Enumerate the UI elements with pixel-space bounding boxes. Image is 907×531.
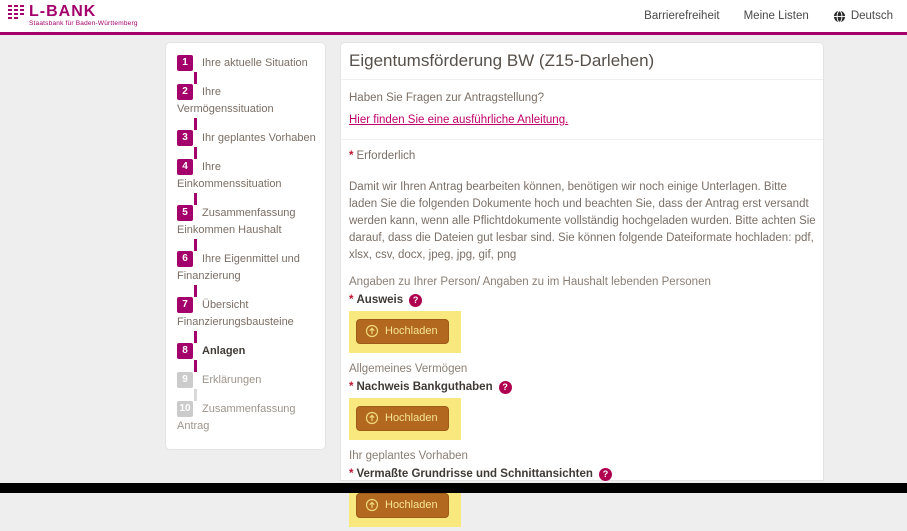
step-5-zusammenfassung-einkommen[interactable] [177, 205, 317, 239]
lbank-flag-icon [8, 4, 25, 19]
field-ausweis [349, 292, 815, 309]
group-label-person: Angaben zu Ihrer Person/ Angaben zu im Haushalt lebenden Personen [349, 276, 711, 288]
brand-name: L-BANK [29, 3, 97, 20]
step-connector [194, 331, 197, 343]
step-connector [194, 147, 197, 159]
step-number: 2 [177, 84, 193, 100]
step-number: 8 [177, 343, 193, 359]
brand-subtitle: Staatsbank für Baden-Württemberg [29, 20, 138, 27]
upload-icon [365, 411, 379, 425]
step-label: Anlagen [202, 345, 246, 357]
required-asterisk: * [349, 294, 354, 306]
required-asterisk: * [349, 150, 354, 162]
step-connector [194, 239, 197, 251]
step-9-erklaerungen[interactable] [177, 372, 317, 389]
field-grundrisse [349, 466, 815, 483]
upload-button-label: Hochladen [385, 325, 438, 337]
step-2-ihre-vermoegenssituation[interactable] [177, 84, 317, 118]
step-3-ihr-geplantes-vorhaben[interactable] [177, 130, 317, 147]
top-header [0, 0, 907, 35]
question-block [341, 80, 823, 140]
globe-icon [833, 10, 846, 23]
upload-button-label: Hochladen [385, 412, 438, 424]
step-label: Erklärungen [202, 374, 262, 386]
upload-bankguthaben-button[interactable] [356, 406, 449, 431]
step-connector [194, 389, 197, 401]
step-label: Zusammenfassung Antrag [177, 403, 296, 432]
step-number: 3 [177, 130, 193, 146]
step-label: Ihre Einkommenssituation [177, 161, 282, 190]
required-asterisk: * [349, 468, 354, 480]
step-8-anlagen[interactable] [177, 343, 317, 360]
step-connector [194, 360, 197, 372]
field-label: Vermaßte Grundrisse und Schnittansichten [356, 468, 593, 480]
upload-section [341, 140, 823, 531]
required-asterisk: * [349, 381, 354, 393]
step-connector [194, 118, 197, 130]
step-label: Ihre aktuelle Situation [202, 57, 308, 69]
nav-barrierefreiheit[interactable]: Barrierefreiheit [644, 10, 720, 22]
question-text: Haben Sie Fragen zur Antragstellung? [349, 92, 544, 104]
step-connector [194, 72, 197, 84]
help-icon[interactable]: ? [409, 294, 422, 307]
step-label: Übersicht Finanzierungsbausteine [177, 299, 294, 328]
header-nav [644, 10, 907, 23]
step-label: Zusammenfassung Einkommen Haushalt [177, 207, 296, 236]
step-number: 7 [177, 297, 193, 313]
nav-language-label: Deutsch [850, 10, 893, 22]
tutorial-highlight [349, 398, 461, 440]
step-number: 10 [177, 401, 193, 417]
page-title: Eigentumsförderung BW (Z15-Darlehen) [341, 43, 823, 80]
upload-ausweis-button[interactable] [356, 319, 449, 344]
step-6-eigenmittel-finanzierung[interactable] [177, 251, 317, 285]
bottom-black-bar [0, 483, 907, 493]
wizard-stepper [165, 42, 326, 450]
step-number: 5 [177, 205, 193, 221]
group-label-vermoegen: Allgemeines Vermögen [349, 363, 468, 375]
required-note-label: Erforderlich [356, 150, 416, 162]
step-7-uebersicht-finanzierungsbausteine[interactable] [177, 297, 317, 331]
step-number: 9 [177, 372, 193, 388]
intro-paragraph: Damit wir Ihren Antrag bearbeiten können, benötigen wir noch einige Unterlagen. Bitte laden Sie die folgenden Dokumente hoch und beachten Sie, dass der Antrag erst versandt werden kann, wenn alle Pflichtdokumente vollständig hochgeladen wurden. Bitte achten Sie darauf, dass die Dateien gut lesbar sind. Sie können folgende Dateiformate hochladen: pdf, xlsx, csv, docx, jpeg, jpg, gif, png [349, 181, 816, 261]
instructions-link[interactable]: Hier finden Sie eine ausführliche Anleitung. [349, 114, 569, 126]
step-label: Ihre Eigenmittel und Finanzierung [177, 253, 300, 282]
step-10-zusammenfassung-antrag[interactable] [177, 401, 317, 435]
field-label: Ausweis [356, 294, 404, 306]
help-icon[interactable]: ? [599, 468, 612, 481]
upload-grundrisse-button[interactable] [356, 493, 449, 518]
required-note [349, 148, 815, 165]
step-label: Ihr geplantes Vorhaben [202, 132, 316, 144]
step-number: 4 [177, 159, 193, 175]
step-connector [194, 193, 197, 205]
group-label-vorhaben: Ihr geplantes Vorhaben [349, 450, 468, 462]
step-label: Ihre Vermögenssituation [177, 86, 274, 115]
step-connector [194, 285, 197, 297]
upload-icon [365, 498, 379, 512]
step-4-ihre-einkommenssituation[interactable] [177, 159, 317, 193]
form-main-panel [340, 42, 824, 511]
lbank-logo[interactable] [0, 4, 138, 28]
step-number: 6 [177, 251, 193, 267]
tutorial-highlight [349, 311, 461, 353]
nav-meine-listen[interactable]: Meine Listen [743, 10, 809, 22]
field-label: Nachweis Bankguthaben [356, 381, 493, 393]
nav-language[interactable] [833, 10, 893, 23]
upload-icon [365, 324, 379, 338]
help-icon[interactable]: ? [499, 381, 512, 394]
step-number: 1 [177, 55, 193, 71]
step-1-ihre-aktuelle-situation[interactable] [177, 55, 317, 72]
field-nachweis-bankguthaben [349, 379, 815, 396]
upload-button-label: Hochladen [385, 499, 438, 511]
